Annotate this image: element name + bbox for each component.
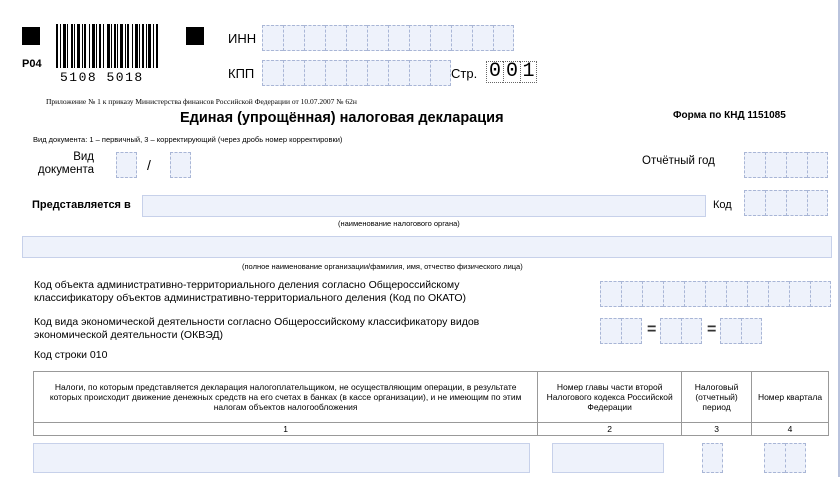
doc-type-label: Вид документа xyxy=(37,151,94,176)
okved-code-part2-field[interactable] xyxy=(660,318,702,344)
tax-period-field[interactable] xyxy=(702,443,723,473)
correction-number-field[interactable] xyxy=(170,152,191,178)
tax-authority-caption: (наименование налогового органа) xyxy=(338,219,460,228)
table-header-taxes: Налоги, по которым представляется декларация налогоплательщиком, не осуществляющим операции, в результате которых происходит движение денежных средств на его счетах в банках (в кассе организации), и не имеющим по этим налогам объектов налогообложения xyxy=(34,372,538,423)
table-column-number: 2 xyxy=(538,423,682,436)
tax-authority-name-input[interactable] xyxy=(142,195,706,217)
submitted-to-label: Представляется в xyxy=(32,199,131,211)
corner-marker-right xyxy=(186,27,204,45)
organization-name-input[interactable] xyxy=(22,236,832,258)
document-title: Единая (упрощённая) налоговая декларация xyxy=(180,110,504,126)
page-label: Стр. xyxy=(451,66,478,81)
reporting-year-label: Отчётный год xyxy=(642,155,715,167)
table-header-quarter: Номер квартала xyxy=(752,372,829,423)
tax-name-input[interactable] xyxy=(33,443,530,473)
table-header-period: Налоговый (отчетный) период xyxy=(682,372,752,423)
row-code-label: Код строки 010 xyxy=(34,349,108,361)
okved-code-part1-field[interactable] xyxy=(600,318,642,344)
okved-separator: = xyxy=(707,321,717,338)
inn-field[interactable] xyxy=(262,25,514,51)
taxes-table xyxy=(33,371,829,436)
okato-code-field[interactable] xyxy=(600,281,831,307)
table-column-number: 3 xyxy=(682,423,752,436)
table-column-number: 4 xyxy=(752,423,829,436)
page-number xyxy=(486,61,537,83)
okved-label: Код вида экономической деятельности согласно Общероссийскому классификатору видов экономической деятельности (ОКВЭД) xyxy=(34,316,480,341)
barcode-digits: 5108 5018 xyxy=(60,70,144,85)
okato-label: Код объекта административно-территориального деления согласно Общероссийскому классификатору объектов административно-территориального деления (Код по ОКАТО) xyxy=(34,279,467,304)
kpp-field[interactable] xyxy=(262,60,451,86)
okved-code-part3-field[interactable] xyxy=(720,318,762,344)
barcode-image xyxy=(56,24,168,68)
tax-chapter-input[interactable] xyxy=(552,443,664,473)
tax-authority-code-label: Код xyxy=(713,199,732,211)
kpp-label: КПП xyxy=(228,66,255,81)
appendix-note: Приложение № 1 к приказу Министерства финансов Российской Федерации от 10.07.2007 № 62н xyxy=(46,97,357,106)
reporting-year-field[interactable] xyxy=(744,152,828,178)
page-digit: 1 xyxy=(520,61,537,83)
page-digit: 0 xyxy=(486,61,503,83)
okved-separator: = xyxy=(647,321,657,338)
tax-authority-code-field[interactable] xyxy=(744,190,828,216)
doc-type-field[interactable] xyxy=(116,152,137,178)
table-header-chapter: Номер главы части второй Налогового кодекса Российской Федерации xyxy=(538,372,682,423)
page-digit: 0 xyxy=(503,61,520,83)
inn-label: ИНН xyxy=(228,31,257,46)
doc-type-note: Вид документа: 1 – первичный, 3 – корректирующий (через дробь номер корректировки) xyxy=(33,135,343,144)
form-code: Р04 xyxy=(22,58,42,70)
table-column-number: 1 xyxy=(34,423,538,436)
tax-quarter-field[interactable] xyxy=(764,443,806,473)
corner-marker-left xyxy=(22,27,40,45)
organization-name-caption: (полное наименование организации/фамилия, имя, отчество физического лица) xyxy=(242,262,523,271)
knd-form-code: Форма по КНД 1151085 xyxy=(673,110,786,121)
doc-type-slash: / xyxy=(147,157,151,173)
